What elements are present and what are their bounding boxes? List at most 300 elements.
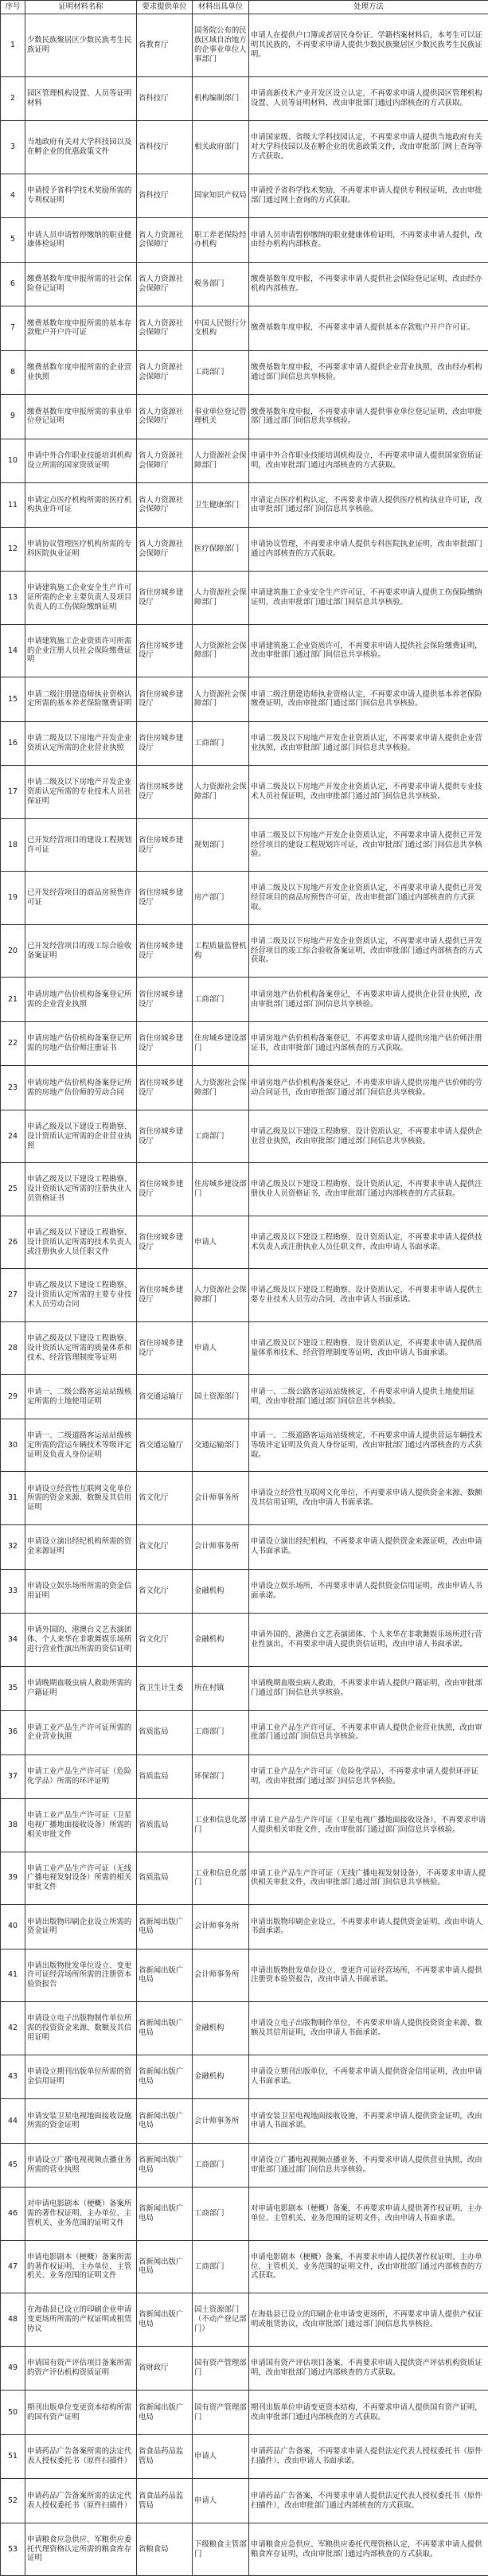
row-number: 31	[1, 1472, 25, 1525]
requesting-unit: 省新闻出版广电局	[137, 2188, 193, 2241]
material-name: 缴费基数年度申报所需的企业营业执照	[25, 350, 137, 395]
material-name: 申请一、二级道路客运站站级核定所需的营运车辆技术等级评定证明及负责人身份证明	[25, 1419, 137, 1472]
material-name: 申请设立演出经纪机构所需的资金来源证明	[25, 1524, 137, 1569]
table-row	[1, 2479, 488, 2523]
issuing-unit: 人力资源社会保障部门	[193, 439, 249, 483]
requesting-unit: 省科技厅	[137, 121, 193, 174]
row-number: 43	[1, 2055, 25, 2099]
handling-method: 申请工业产品生产许可证（无线广播电视发射设备），不再要求申请人提供相关审批文件，改由审批部门通过部门间信息共享核验。	[249, 1852, 488, 1905]
row-number: 41	[1, 1949, 25, 2002]
requesting-unit: 省住房城乡建设厅	[137, 677, 193, 722]
row-number: 2	[1, 76, 25, 121]
table-row	[1, 1066, 488, 1110]
table-row	[1, 1754, 488, 1799]
issuing-unit: 住房城乡建设部门	[193, 1163, 249, 1216]
handling-method: 申请设立广播电视视频点播业务，不再要求申请人提供营业执照，改由审批部门通过部门间信息共享核验。	[249, 2143, 488, 2188]
table-row	[1, 2099, 488, 2144]
handling-method: 申请建筑施工企业资质许可，不再要求申请人提供社会保险缴费证明，改由审批部门通过部门间信息共享核验。	[249, 624, 488, 677]
row-number: 33	[1, 1569, 25, 1614]
material-name: 申请定点医疗机构所需的医疗机构执业许可证	[25, 483, 137, 528]
requesting-unit: 省食品药品监管局	[137, 2434, 193, 2479]
material-name: 申请工业产品生产许可证（无线广播电视发射设备）所需的相关审批文件	[25, 1852, 137, 1905]
handling-method: 申请国有资产评估项目备案，不再要求申请人提供资产评估机构资质证明，改由审批部门通过内部核查的方式获取。	[249, 2346, 488, 2391]
material-name: 申请乙级及以下建设工程勘察、设计资质认定所需的注册执业人员资格证书	[25, 1163, 137, 1216]
handling-method: 申请房地产估价机构备案登记，不再要求申请人提供企业营业执照，改由审批部门通过部门间信息共享核验。	[249, 978, 488, 1022]
requesting-unit: 省科技厅	[137, 174, 193, 218]
material-name: 申请晚期血吸虫病人救助所需的户籍证明	[25, 1666, 137, 1711]
material-name: 申请房地产估价机构备案登记所需的房地产估价师的劳动合同	[25, 1066, 137, 1110]
requesting-unit: 省文化厅	[137, 1472, 193, 1525]
table-row	[1, 1711, 488, 1755]
issuing-unit: 申请人	[193, 1321, 249, 1375]
table-row	[1, 439, 488, 483]
handling-method: 申请安装卫星电视地面接收设施，不再要求申请人提供资金证明，改由申请人书面承诺。	[249, 2099, 488, 2144]
row-number: 52	[1, 2479, 25, 2523]
material-name: 申请药品广告备案所需的法定代表人授权委托书（原件扫描件）	[25, 2434, 137, 2479]
material-name: 申请粮食应急供应、军粮供应委托代理资格认定所需的粮食库存证明	[25, 2523, 137, 2576]
requesting-unit: 省科技厅	[137, 76, 193, 121]
row-number: 1	[1, 14, 25, 77]
issuing-unit: 国务院公布的民族区域自治地方的企事业单位人事部门	[193, 14, 249, 77]
issuing-unit: 人力资源社会保障部门	[193, 766, 249, 819]
table-row	[1, 350, 488, 395]
table-row	[1, 1472, 488, 1525]
requesting-unit: 省住房城乡建设厅	[137, 572, 193, 625]
handling-method: 申请中外合作职业技能培训机构设立，不再要求申请人提供国家资质证明，改由审批部门通过内部核查的方式获取。	[249, 439, 488, 483]
row-number: 26	[1, 1216, 25, 1269]
row-number: 21	[1, 978, 25, 1022]
requesting-unit: 省人力资源社会保障厅	[137, 218, 193, 263]
row-number: 23	[1, 1066, 25, 1110]
requesting-unit: 省新闻出版广电局	[137, 1905, 193, 1950]
handling-method: 申请出版物印刷企业设立，不再要求申请人提供资金证明，改由申请人书面承诺。	[249, 1905, 488, 1950]
handling-method: 申请乙级及以下建设工程勘察、设计资质认定，不再要求申请人提供注册执业人员资格证书，改由审批部门通过内部核查的方式获取。	[249, 1163, 488, 1216]
material-name: 申请协议管理医疗机构所需的专科医院执业证明	[25, 527, 137, 572]
row-number: 22	[1, 1021, 25, 1066]
handling-method: 对申请电影剧本（梗概）备案，不再要求申请人提供著作权证明、主办单位、主管机关、业务范围的证明文件，改由申请人书面承诺。	[249, 2188, 488, 2241]
requesting-unit: 省卫生计生委	[137, 1666, 193, 1711]
handling-method: 申请乙级及以下建设工程勘察、设计资质认定，不再要求申请人提供质量体系和技术、经营管理制度等证明，改由申请人书面承诺。	[249, 1321, 488, 1375]
row-number: 6	[1, 262, 25, 306]
row-number: 14	[1, 624, 25, 677]
table-row	[1, 174, 488, 218]
handling-method: 申请药品广告备案，不再要求申请人提供法定代表人授权委托书（原件扫描件），改由申请人书面承诺。	[249, 2434, 488, 2479]
table-row	[1, 572, 488, 625]
table-row	[1, 395, 488, 439]
handling-method: 申请工业产品生产许可证，不再要求申请人提供企业营业执照，改由审批部门通过部门间信息共享核验。	[249, 1711, 488, 1755]
material-name: 缴费基数年度申报所需的社会保险登记证明	[25, 262, 137, 306]
row-number: 8	[1, 350, 25, 395]
handling-method: 申请工业产品生产许可证（卫星电视广播地面接收设备），不再要求申请人提供相关审批文件，改由审批部门通过部门间信息共享核验。	[249, 1799, 488, 1852]
requesting-unit: 省新闻出版广电局	[137, 2055, 193, 2099]
material-name: 申请授予省科学技术奖励所需的专利权证明	[25, 174, 137, 218]
requesting-unit: 省人力资源社会保障厅	[137, 483, 193, 528]
issuing-unit: 工商部门	[193, 2240, 249, 2293]
handling-method: 申请建筑施工企业安全生产许可证，不再要求申请人提供工伤保险缴纳证明，改由审批部门通过部门间信息共享核验。	[249, 572, 488, 625]
row-number: 25	[1, 1163, 25, 1216]
table-row	[1, 818, 488, 872]
handling-method: 申请设立演出经纪机构，不再要求申请人提供资金来源证明，改由申请人书面承诺。	[249, 1524, 488, 1569]
table-row	[1, 76, 488, 121]
requesting-unit: 省财政厅	[137, 2346, 193, 2391]
requesting-unit: 省人力资源社会保障厅	[137, 262, 193, 306]
requesting-unit: 省粮食局	[137, 2523, 193, 2576]
handling-method: 申请国家级、省级大学科技园认定，不再要求申请人提供当地政府有关对大学科技园以及在孵企业的优惠政策文件，改由审批部门网上查询等方式获取。	[249, 121, 488, 174]
handling-method: 申请电影剧本（梗概）备案，不再要求申请人提供著作权证明、主办单位、主管机关、业务范围的证明文件，改由审批部门通过内部核查的方式获取。	[249, 2240, 488, 2293]
table-row	[1, 2391, 488, 2435]
handling-method: 申请房地产估价机构备案登记，不再要求申请人提供房地产估价师的劳动合同证书，改由审批部门通过部门间信息共享核验。	[249, 1066, 488, 1110]
issuing-unit: 人力资源社会保障部门	[193, 1269, 249, 1322]
handling-method: 申请出版物批发单位设立、变更许可证经营场所，不再要求申请人提供注册资本验资报告，改由申请人书面承诺。	[249, 1949, 488, 2002]
material-name: 已开发经营项目的建设工程规划许可证	[25, 818, 137, 872]
row-number: 15	[1, 677, 25, 722]
issuing-unit: 工业和信息化部门	[193, 1799, 249, 1852]
requesting-unit: 省质监局	[137, 1754, 193, 1799]
handling-method: 申请设立经营性互联网文化单位，不再要求申请人提供资金来源、数额及其信用证明，改由申请人书面承诺。	[249, 1472, 488, 1525]
issuing-unit: 会计师事务所	[193, 1949, 249, 2002]
row-number: 49	[1, 2346, 25, 2391]
row-number: 3	[1, 121, 25, 174]
row-number: 29	[1, 1375, 25, 1419]
material-name: 申请乙级及以下建设工程勘察、设计资质认定所需的质量体系和技术、经营管理制度等证明	[25, 1321, 137, 1375]
table-row	[1, 2188, 488, 2241]
requesting-unit: 省住房城乡建设厅	[137, 1110, 193, 1163]
handling-method: 期刊出版单位申请变更资本结构，不再要求申请人提供国有资产证明，改由审批部门通过内部核查的方式获取。	[249, 2391, 488, 2435]
material-name: 申请二级及以下房地产开发企业资质认定所需的专业技术人员社保证明	[25, 766, 137, 819]
issuing-unit: 国有资产管理部门	[193, 2391, 249, 2435]
requesting-unit: 省新闻出版广电局	[137, 2143, 193, 2188]
row-number: 5	[1, 218, 25, 263]
table-row	[1, 1799, 488, 1852]
row-number: 44	[1, 2099, 25, 2144]
issuing-unit: 环保部门	[193, 1754, 249, 1799]
table-row	[1, 624, 488, 677]
row-number: 32	[1, 1524, 25, 1569]
issuing-unit: 会计师事务所	[193, 2099, 249, 2144]
material-name: 当地政府有关对大学科技园以及在孵企业的优惠政策文件	[25, 121, 137, 174]
row-number: 13	[1, 572, 25, 625]
material-name: 申请国有资产评估项目备案所需的资产评估机构资质证明	[25, 2346, 137, 2391]
row-number: 17	[1, 766, 25, 819]
row-number: 20	[1, 924, 25, 978]
requesting-unit: 省质监局	[137, 1852, 193, 1905]
table-row	[1, 262, 488, 306]
table-row	[1, 121, 488, 174]
table-row	[1, 872, 488, 925]
table-row	[1, 218, 488, 263]
material-name: 申请二级注册建造师执业资格认定所需的基本养老保险缴费证明	[25, 677, 137, 722]
issuing-unit: 金融机构	[193, 1569, 249, 1614]
issuing-unit: 卫生健康部门	[193, 483, 249, 528]
requesting-unit: 省新闻出版广电局	[137, 1949, 193, 2002]
issuing-unit: 申请人	[193, 2434, 249, 2479]
row-number: 48	[1, 2293, 25, 2347]
requesting-unit: 省住房城乡建设厅	[137, 1321, 193, 1375]
handling-method: 申请一、二级公路客运站站级核定，不再要求申请人提供土地使用证明，改由审批部门通过部门间信息共享核验。	[249, 1375, 488, 1419]
table-row	[1, 1569, 488, 1614]
issuing-unit: 工商部门	[193, 1711, 249, 1755]
material-name: 在海盐县已设立的印刷企业申请变更场所所需的产权证明或租赁协议	[25, 2293, 137, 2347]
requesting-unit: 省住房城乡建设厅	[137, 1163, 193, 1216]
requesting-unit: 省住房城乡建设厅	[137, 1021, 193, 1066]
issuing-unit: 事业单位登记管理机关	[193, 395, 249, 439]
issuing-unit: 所在村镇	[193, 1666, 249, 1711]
material-name: 申请房地产估价机构备案登记所需的房地产估价师注册证书	[25, 1021, 137, 1066]
material-name: 对申请电影剧本（梗概）备案所需的著作权证明、主办单位、主管机关、业务范围的证明文件	[25, 2188, 137, 2241]
material-name: 缴费基数年度申报所需的基本存款账户开户许可证	[25, 306, 137, 351]
handling-method: 缴费基数年度申报，不再要求申请人提供事业单位登记证明，改由审批部门通过部门间信息共享核验。	[249, 395, 488, 439]
requesting-unit: 省质监局	[137, 1799, 193, 1852]
material-name: 少数民族聚居区少数民族考生民族证明	[25, 14, 137, 77]
table-row	[1, 2434, 488, 2479]
issuing-unit: 工商部门	[193, 978, 249, 1022]
table-row	[1, 2002, 488, 2055]
issuing-unit: 下级粮食主管部门	[193, 2523, 249, 2576]
material-name: 申请乙级及以下建设工程勘察、设计资质认定所需的企业营业执照	[25, 1110, 137, 1163]
issuing-unit: 国有资产管理部门	[193, 2346, 249, 2391]
handling-method: 申请粮食应急供应、军粮供应委托代理资格认定，不再要求申请人提供粮食库存证明，改由审批部门通过内部核查的方式获取。	[249, 2523, 488, 2576]
row-number: 11	[1, 483, 25, 528]
handling-method: 申请一、二级道路客运站站级核定，不再要求申请人提供营运车辆技术等级评定证明及负责人身份证明，改由审批部门通过内部核查的方式获取。	[249, 1419, 488, 1472]
issuing-unit: 相关政府部门	[193, 121, 249, 174]
handling-method: 缴费基数年度申报，不再要求申请人提供社会保险登记证明，改由经办机构内部核查。	[249, 262, 488, 306]
table-row	[1, 1419, 488, 1472]
row-number: 28	[1, 1321, 25, 1375]
requesting-unit: 省住房城乡建设厅	[137, 872, 193, 925]
issuing-unit: 会计师事务所	[193, 1905, 249, 1950]
issuing-unit: 人力资源社会保障部门	[193, 624, 249, 677]
issuing-unit: 工商部门	[193, 1110, 249, 1163]
requesting-unit: 省人力资源社会保障厅	[137, 395, 193, 439]
issuing-unit: 申请人	[193, 1216, 249, 1269]
requesting-unit: 省住房城乡建设厅	[137, 766, 193, 819]
row-number: 16	[1, 721, 25, 766]
requesting-unit: 省住房城乡建设厅	[137, 721, 193, 766]
table-row	[1, 978, 488, 1022]
requesting-unit: 省新闻出版广电局	[137, 2391, 193, 2435]
requesting-unit: 省文化厅	[137, 1614, 193, 1667]
table-row	[1, 2523, 488, 2576]
handling-method: 在海盐县已设立的印刷企业申请变更场所，不再要求申请人提供产权证明或租赁协议，改由审批部门通过部门间信息共享核验。	[249, 2293, 488, 2347]
handling-method: 申请人在提供户口簿或者居民身份证、学籍档案材料后，本考生可以证明其民族的，不再要求申请人提供少数民族聚居区少数民族考生民族证明。	[249, 14, 488, 77]
material-name: 园区管理机构设置、人员等证明材料	[25, 76, 137, 121]
issuing-unit: 金融机构	[193, 2055, 249, 2099]
material-name: 申请出版物印刷企业设立所需的资金证明	[25, 1905, 137, 1950]
material-name: 申请乙级及以下建设工程勘察、设计资质认定所需的技术负责人或注册执业人员任职文件	[25, 1216, 137, 1269]
issuing-unit: 工程质量监督机构	[193, 924, 249, 978]
material-name: 申请一、二级公路客运站站级核定所需的土地使用证明	[25, 1375, 137, 1419]
issuing-unit: 住房城乡建设部门	[193, 1021, 249, 1066]
requesting-unit: 省质监局	[137, 1711, 193, 1755]
material-name: 申请电影剧本（梗概）备案所需的著作权证明、主办单位、主管机关、业务范围的证明文件	[25, 2240, 137, 2293]
issuing-unit: 国家知识产权局	[193, 174, 249, 218]
requesting-unit: 省新闻出版广电局	[137, 2002, 193, 2055]
material-name: 已开发经营项目的竣工综合验收备案证明	[25, 924, 137, 978]
requesting-unit: 省人力资源社会保障厅	[137, 439, 193, 483]
handling-method: 缴费基数年度申报，不再要求申请人提供基本存款账户开户许可证。	[249, 306, 488, 351]
issuing-unit: 金融机构	[193, 2002, 249, 2055]
material-name: 申请工业产品生产许可证（卫星电视广播地面接收设备）所需的相关审批文件	[25, 1799, 137, 1852]
table-row	[1, 1110, 488, 1163]
header-row	[1, 1, 488, 14]
table-row	[1, 14, 488, 77]
table-row	[1, 1949, 488, 2002]
requesting-unit: 省交通运输厅	[137, 1375, 193, 1419]
row-number: 50	[1, 2391, 25, 2435]
handling-method: 申请高新技术产业开发区设立认定，不再要求申请人提供园区管理机构设置、人员等证明材料，改由审批部门通过内部核查的方式获取。	[249, 76, 488, 121]
row-number: 37	[1, 1754, 25, 1799]
table-row	[1, 527, 488, 572]
table-row	[1, 924, 488, 978]
row-number: 12	[1, 527, 25, 572]
requesting-unit: 省住房城乡建设厅	[137, 978, 193, 1022]
material-name: 申请建筑施工企业资质许可所需的企业注册人员社会保险缴费证明	[25, 624, 137, 677]
requesting-unit: 省新闻出版广电局	[137, 2240, 193, 2293]
issuing-unit: 人力资源社会保障部门	[193, 677, 249, 722]
requesting-unit: 省交通运输厅	[137, 1419, 193, 1472]
handling-method: 申请外国的、港澳台文艺表演团体、个人来华在非歌舞娱乐场所进行营业性演出，不再要求申请人提供资信证明，改由申请人书面承诺。	[249, 1614, 488, 1667]
issuing-unit: 金融机构	[193, 1614, 249, 1667]
row-number: 18	[1, 818, 25, 872]
row-number: 53	[1, 2523, 25, 2576]
row-number: 51	[1, 2434, 25, 2479]
requesting-unit: 省新闻出版广电局	[137, 2099, 193, 2144]
handling-method: 申请人员申请暂停缴纳的职业健康体检证明，不再要求申请人提供，改由经办机构内部核查。	[249, 218, 488, 263]
table-row	[1, 721, 488, 766]
issuing-unit: 工业和信息化部门	[193, 1852, 249, 1905]
row-number: 30	[1, 1419, 25, 1472]
table-row	[1, 677, 488, 722]
issuing-unit: 工商部门	[193, 350, 249, 395]
issuing-unit: 交通运输部门	[193, 1419, 249, 1472]
material-name: 申请建筑施工企业安全生产许可证所需的企业主要负责人及项目负责人的工伤保险缴纳证明	[25, 572, 137, 625]
table-row	[1, 1905, 488, 1950]
header-unit: 要求提供单位	[137, 1, 193, 14]
table-body	[1, 14, 488, 2576]
handling-method: 申请乙级及以下建设工程勘察、设计资质认定，不再要求申请人提供企业营业执照，改由审批部门通过部门间信息共享核验。	[249, 1110, 488, 1163]
header-method: 处理方法	[249, 1, 488, 14]
issuing-unit: 国土资源部门（不动产登记部门）	[193, 2293, 249, 2347]
requesting-unit: 省文化厅	[137, 1524, 193, 1569]
material-name: 申请设立电子出版物制作单位所需的投资资金来源、数额及其信用证明	[25, 2002, 137, 2055]
requesting-unit: 省人力资源社会保障厅	[137, 306, 193, 351]
table-row	[1, 2240, 488, 2293]
issuing-unit: 房产部门	[193, 872, 249, 925]
table-row	[1, 1375, 488, 1419]
row-number: 45	[1, 2143, 25, 2188]
material-name: 申请设立娱乐场所所需的资金信用证明	[25, 1569, 137, 1614]
handling-method: 申请设立期刊出版单位，不再要求申请人提供资金信用证明，改由申请人书面承诺。	[249, 2055, 488, 2099]
row-number: 46	[1, 2188, 25, 2241]
material-name: 申请外国的、港澳台文艺表演团体、个人来华在非歌舞娱乐场所进行营业性演出所需的资信证明	[25, 1614, 137, 1667]
material-name: 申请设立经营性互联网文化单位所需的资金来源、数额及其信用证明	[25, 1472, 137, 1525]
header-name: 证明材料名称	[25, 1, 137, 14]
handling-method: 申请乙级及以下建设工程勘察、设计资质认定，不再要求申请人提供主要专业技术人员劳动合同，改由申请人书面承诺。	[249, 1269, 488, 1322]
header-issuer: 材料出具单位	[193, 1, 249, 14]
requesting-unit: 省住房城乡建设厅	[137, 1269, 193, 1322]
handling-method: 申请晚期血吸虫病人救助，不再要求申请人提供户籍证明，改由审批部门通过部门间信息共享核验。	[249, 1666, 488, 1711]
material-name: 申请设立期刊出版单位所需的资金信用证明	[25, 2055, 137, 2099]
table-row	[1, 1216, 488, 1269]
table-row	[1, 2055, 488, 2099]
row-number: 24	[1, 1110, 25, 1163]
table-row	[1, 2143, 488, 2188]
table-row	[1, 2293, 488, 2347]
table-row	[1, 1021, 488, 1066]
table-row	[1, 766, 488, 819]
requesting-unit: 省住房城乡建设厅	[137, 1216, 193, 1269]
header-no: 序号	[1, 1, 25, 14]
handling-method: 申请定点医疗机构认定，不再要求申请人提供医疗机构执业许可证，改由审批部门通过部门间信息共享核验。	[249, 483, 488, 528]
table-row	[1, 1614, 488, 1667]
handling-method: 申请房地产估价机构备案登记，不再要求申请人提供房地产估价师注册证书，改由审批部门通过内部核查的方式获取。	[249, 1021, 488, 1066]
issuing-unit: 人力资源社会保障部门	[193, 572, 249, 625]
issuing-unit: 规划部门	[193, 818, 249, 872]
table-row	[1, 483, 488, 528]
row-number: 9	[1, 395, 25, 439]
requesting-unit: 省住房城乡建设厅	[137, 924, 193, 978]
handling-method: 申请二级及以下房地产开发企业资质认定，不再要求申请人提供已开发经营项目的商品房预售许可证，改由审批部门通过内部核查的方式获取。	[249, 872, 488, 925]
material-name: 申请设立广播电视视频点播业务所需的营业执照	[25, 2143, 137, 2188]
material-name: 申请中外合作职业技能培训机构设立所需的国家资质证明	[25, 439, 137, 483]
material-name: 申请人员申请暂停缴纳的职业健康体检证明	[25, 218, 137, 263]
row-number: 19	[1, 872, 25, 925]
requesting-unit: 省新闻出版广电局	[137, 2293, 193, 2347]
material-name: 缴费基数年度申报所需的事业单位登记证明	[25, 395, 137, 439]
row-number: 38	[1, 1799, 25, 1852]
handling-method: 申请二级及以下房地产开发企业资质认定，不再要求申请人提供专业技术人员社保证明，改由审批部门通过部门间信息共享核验。	[249, 766, 488, 819]
handling-method: 申请设立娱乐场所，不再要求申请人提供资金信用证明，改由申请人书面承诺。	[249, 1569, 488, 1614]
handling-method: 申请二级及以下房地产开发企业资质认定，不再要求申请人提供企业营业执照，改由审批部门通过部门间信息共享核验。	[249, 721, 488, 766]
material-name: 期刊出版单位变更资本结构所需的国有资产证明	[25, 2391, 137, 2435]
row-number: 42	[1, 2002, 25, 2055]
handling-method: 申请协议管理，不再要求申请人提供专科医院执业证明，改由审批部门通过内部核查的方式获取。	[249, 527, 488, 572]
row-number: 10	[1, 439, 25, 483]
material-name: 申请房地产估价机构备案登记所需的企业营业执照	[25, 978, 137, 1022]
table-row	[1, 1524, 488, 1569]
issuing-unit: 工商部门	[193, 721, 249, 766]
material-name: 申请安装卫星电视地面接收设施所需的资金证明	[25, 2099, 137, 2144]
table-row	[1, 2346, 488, 2391]
issuing-unit: 工商部门	[193, 2143, 249, 2188]
handling-method: 申请授予省科学技术奖励，不再要求申请人提供专利权证明，改由审批部门通过网上查询的方式获取。	[249, 174, 488, 218]
table-row	[1, 306, 488, 351]
issuing-unit: 会计师事务所	[193, 1472, 249, 1525]
row-number: 36	[1, 1711, 25, 1755]
row-number: 35	[1, 1666, 25, 1711]
handling-method: 申请设立电子出版物制作单位，不再要求申请人提供投资资金来源、数额及其信用证明，改由申请人书面承诺。	[249, 2002, 488, 2055]
handling-method: 申请二级注册建造师执业资格认定，不再要求申请人提供基本养老保险缴费证明，改由审批部门通过部门间信息共享核验。	[249, 677, 488, 722]
handling-method: 申请药品广告备案，不再要求申请人提供法定代表人授权委托书（原件扫描件），改由审批部门通过内部核查的方式获取。	[249, 2479, 488, 2523]
table-row	[1, 1163, 488, 1216]
table-row	[1, 1666, 488, 1711]
requesting-unit: 省住房城乡建设厅	[137, 624, 193, 677]
handling-method: 申请乙级及以下建设工程勘察、设计资质认定，不再要求申请人提供技术负责人或注册执业人员任职文件，改由申请人书面承诺。	[249, 1216, 488, 1269]
issuing-unit: 税务部门	[193, 262, 249, 306]
requesting-unit: 省食品药品监管局	[137, 2479, 193, 2523]
issuing-unit: 工商部门	[193, 2188, 249, 2241]
row-number: 40	[1, 1905, 25, 1950]
requesting-unit: 省人力资源社会保障厅	[137, 350, 193, 395]
issuing-unit: 申请人	[193, 2479, 249, 2523]
handling-method: 缴费基数年度申报，不再要求申请人提供企业营业执照，改由经办机构通过部门间信息共享核验。	[249, 350, 488, 395]
requesting-unit: 省人力资源社会保障厅	[137, 527, 193, 572]
material-name: 申请药品广告备案所需的法定代表人授权委托书（原件扫描件）	[25, 2479, 137, 2523]
issuing-unit: 医疗保障部门	[193, 527, 249, 572]
row-number: 34	[1, 1614, 25, 1667]
row-number: 4	[1, 174, 25, 218]
requesting-unit: 省住房城乡建设厅	[137, 818, 193, 872]
